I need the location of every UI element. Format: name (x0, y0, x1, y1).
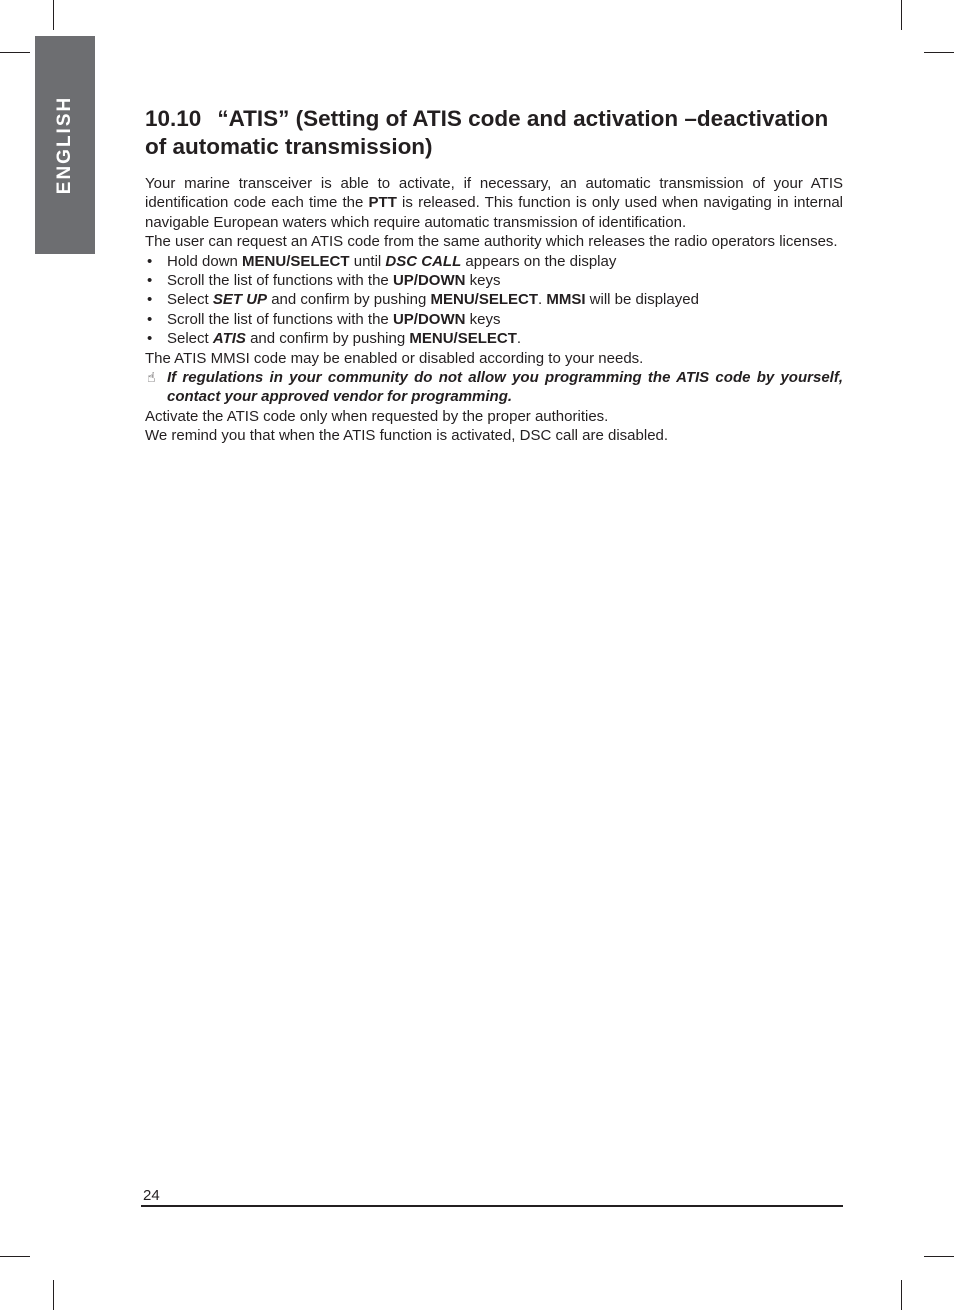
section-heading (145, 105, 843, 161)
crop-mark-bottom-right-v (901, 1280, 902, 1310)
section-number: 10.10 (145, 106, 202, 131)
crop-mark-top-left-h (0, 52, 30, 53)
crop-mark-top-right-h (924, 52, 954, 53)
crop-mark-bottom-left-v (53, 1280, 54, 1310)
bullet-icon: • (147, 252, 153, 270)
crop-mark-top-right-v (901, 0, 902, 30)
reminder-paragraph: We remind you that when the ATIS function is activated, DSC call are disabled. (145, 427, 669, 445)
bullet-icon: • (147, 291, 153, 309)
bullet-icon: • (147, 272, 153, 290)
authority-paragraph: The user can request an ATIS code from the same authority which releases the radio operators licenses. (145, 233, 838, 251)
warning-note-text: If regulations in your community do not allow you programming the ATIS code by yourself, contact your approved vendor for programming. (167, 369, 843, 406)
intro-paragraph: Your marine transceiver is able to activate, if necessary, an automatic transmission of your ATIS identification code each time the PTT is released. This function is only used when navigating in internal navigable European waters which require automatic transmission of identification. (145, 175, 843, 231)
list-item: • Scroll the list of functions with the UP/DOWN keys (147, 310, 501, 328)
crop-mark-bottom-left-h (0, 1256, 30, 1257)
ptt-term: PTT (368, 194, 397, 212)
footer-divider (141, 1205, 843, 1207)
list-item: • Select ATIS and confirm by pushing MENU/SELECT. (147, 330, 522, 348)
language-tab (35, 36, 95, 254)
page-content (145, 105, 843, 446)
language-tab-label: ENGLISH (54, 95, 75, 195)
steps-list (145, 252, 843, 349)
list-item: • Hold down MENU/SELECT until DSC CALL appears on the display (147, 252, 617, 270)
activate-paragraph: Activate the ATIS code only when requested by the proper authorities. (145, 407, 609, 425)
crop-mark-bottom-right-h (924, 1256, 954, 1257)
crop-mark-top-left-v (53, 0, 54, 30)
mmsi-paragraph: The ATIS MMSI code may be enabled or disabled according to your needs. (145, 349, 644, 367)
bullet-icon: • (147, 310, 153, 328)
page-number: 24 (143, 1187, 160, 1204)
hand-icon: ☝ (147, 369, 156, 386)
list-item: • Select SET UP and confirm by pushing MENU/SELECT. MMSI will be displayed (147, 291, 699, 309)
bullet-icon: • (147, 330, 153, 348)
warning-note (145, 368, 843, 407)
section-title: “ATIS” (Setting of ATIS code and activation –deactivation of automatic transmission) (145, 106, 829, 159)
list-item: • Scroll the list of functions with the UP/DOWN keys (147, 272, 501, 290)
